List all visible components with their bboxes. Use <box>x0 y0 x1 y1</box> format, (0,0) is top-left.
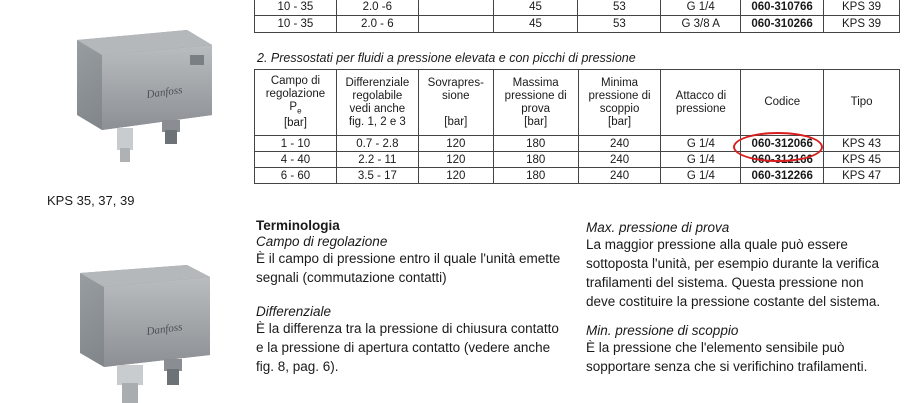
terminology-left <box>256 218 576 376</box>
prova-text: La maggior pressione alla quale può essere sottoposta l'unità, per esempio durante la verifica trafilamenti del sistema. Questa pressione non deve costituire la pressione costante del sistema. <box>586 237 881 309</box>
photo-caption: KPS 35, 37, 39 <box>47 193 135 208</box>
col-header-codice: Codice <box>741 70 824 136</box>
col-header-tipo: Tipo <box>824 70 900 136</box>
table-main <box>254 69 900 184</box>
scoppio-title: Min. pressione di scoppio <box>586 323 739 338</box>
highlight-circle <box>733 132 823 162</box>
pressure-switch-photo-bottom <box>62 255 232 403</box>
col-header-campo: Campo di regolazione $P_e$ [bar] <box>255 70 337 136</box>
svg-text:Danfoss: Danfoss <box>145 321 184 338</box>
table-row: 6 - 60 3.5 - 17 120 180 240 G 1/4 060-312266 KPS 47 <box>255 168 900 184</box>
pressure-switch-photo-top <box>62 20 232 170</box>
table-row: 10 - 35 2.0 - 6 45 53 G 3/8 A 060-310266 KPS 39 <box>255 16 900 33</box>
table-row: 1 - 10 0.7 - 2.8 120 180 240 G 1/4 060-312066 KPS 43 <box>255 136 900 152</box>
diff-title: Differenziale <box>256 304 332 319</box>
col-header-attacco: Attacco di pressione <box>661 70 741 136</box>
campo-text: È il campo di pressione entro il quale l'unità emette segnali (commutazione contatti) <box>256 251 561 285</box>
col-header-prova: Massima pressione di prova [bar] <box>493 70 578 136</box>
terminology-right <box>586 220 911 376</box>
code-cell-highlighted: 060-312066 <box>741 136 824 152</box>
table-caption: 2. Pressostati per fluidi a pressione elevata e con picchi di pressione <box>257 51 636 65</box>
table-top <box>254 0 900 33</box>
table-header-row <box>255 70 900 136</box>
col-header-scoppio: Minima pressione di scoppio [bar] <box>578 70 661 136</box>
prova-title: Max. pressione di prova <box>586 220 730 235</box>
col-header-sovrapressione: Sovrapres- sione [bar] <box>418 70 493 136</box>
svg-text:Danfoss: Danfoss <box>145 84 184 101</box>
terminology-title: Terminologia <box>256 218 340 233</box>
scoppio-text: È la pressione che l'elemento sensibile può sopportare senza che si verifichino trafilamenti. <box>586 340 868 374</box>
diff-text: È la differenza tra la pressione di chiusura contatto e la pressione di apertura contatto (vedere anche fig. 8, pag. 6). <box>256 321 559 374</box>
table-row: 4 - 40 2.2 - 11 120 180 240 G 1/4 060-312166 KPS 45 <box>255 152 900 168</box>
table-row: 10 - 35 2.0 -6 45 53 G 1/4 060-310766 KPS 39 <box>255 0 900 16</box>
col-header-differenziale: Differenziale regolabile vedi anche fig. 1, 2 e 3 <box>336 70 418 136</box>
campo-title: Campo di regolazione <box>256 234 388 249</box>
